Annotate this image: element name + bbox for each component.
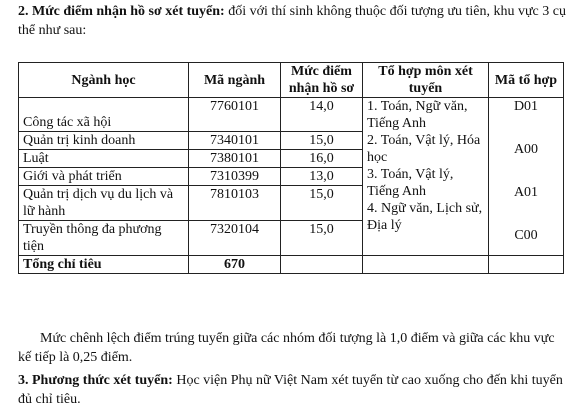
header-major-code: Mã ngành bbox=[189, 63, 281, 98]
header-major: Ngành học bbox=[19, 63, 189, 98]
combo-code-4: C00 bbox=[514, 228, 538, 243]
min-score: 15,0 bbox=[281, 132, 363, 150]
table-total-row bbox=[19, 256, 564, 274]
section-3-heading: 3. Phương thức xét tuyển: bbox=[18, 373, 173, 388]
admission-score-table bbox=[18, 62, 564, 274]
major-name: Quản trị kinh doanh bbox=[19, 132, 189, 150]
combo-code-3: A01 bbox=[513, 185, 539, 200]
major-name: Công tác xã hội bbox=[19, 98, 189, 132]
section-3-text: Học viện Phụ nữ Việt Nam xét tuyển từ cao xuống cho đến khi tuyển đủ chỉ tiêu. bbox=[18, 373, 563, 407]
major-code: 7310399 bbox=[189, 168, 281, 186]
total-value: 670 bbox=[189, 256, 281, 274]
major-name: Truyền thông đa phương tiện bbox=[19, 221, 189, 256]
combo-codes-cell bbox=[489, 98, 564, 256]
section-2-paragraph bbox=[18, 2, 566, 40]
combo-3: 3. Toán, Vật lý, Tiếng Anh bbox=[367, 167, 454, 199]
min-score: 16,0 bbox=[281, 150, 363, 168]
major-code: 7760101 bbox=[189, 98, 281, 132]
header-min-score: Mức điểm nhận hồ sơ bbox=[281, 63, 363, 98]
combo-code-2: A00 bbox=[513, 142, 539, 157]
section-2-heading: 2. Mức điểm nhận hồ sơ xét tuyển: bbox=[18, 4, 225, 19]
total-empty-cell bbox=[489, 256, 564, 274]
min-score: 15,0 bbox=[281, 221, 363, 256]
major-name: Luật bbox=[19, 150, 189, 168]
major-name: Quản trị dịch vụ du lịch và lữ hành bbox=[19, 186, 189, 221]
subject-combos-cell bbox=[363, 98, 489, 256]
score-difference-note: Mức chênh lệch điểm trúng tuyển giữa các nhóm đối tượng là 1,0 điểm và giữa các khu vực kế tiếp là 0,25 điểm. bbox=[18, 331, 555, 365]
total-empty-cell bbox=[363, 256, 489, 274]
major-name: Giới và phát triển bbox=[19, 168, 189, 186]
major-code: 7320104 bbox=[189, 221, 281, 256]
combo-code-1: D01 bbox=[513, 99, 539, 114]
table-header-row bbox=[19, 63, 564, 98]
combo-4: 4. Ngữ văn, Lịch sử, Địa lý bbox=[367, 201, 483, 233]
major-code: 7380101 bbox=[189, 150, 281, 168]
table-row bbox=[19, 98, 564, 132]
major-code: 7340101 bbox=[189, 132, 281, 150]
min-score: 13,0 bbox=[281, 168, 363, 186]
combo-1: 1. Toán, Ngữ văn, Tiếng Anh bbox=[367, 99, 468, 131]
section-2-text: đối với thí sinh không thuộc đối tượng ưu tiên, khu vực 3 cụ thể như sau: bbox=[18, 4, 566, 38]
major-code: 7810103 bbox=[189, 186, 281, 221]
header-subject-combo: Tổ hợp môn xét tuyển bbox=[363, 63, 489, 98]
header-combo-code: Mã tổ hợp bbox=[489, 63, 564, 98]
combo-2: 2. Toán, Vật lý, Hóa học bbox=[367, 133, 481, 165]
min-score: 14,0 bbox=[281, 98, 363, 132]
section-3-paragraph bbox=[18, 371, 566, 409]
min-score: 15,0 bbox=[281, 186, 363, 221]
total-label: Tổng chỉ tiêu bbox=[19, 256, 189, 274]
total-empty-cell bbox=[281, 256, 363, 274]
